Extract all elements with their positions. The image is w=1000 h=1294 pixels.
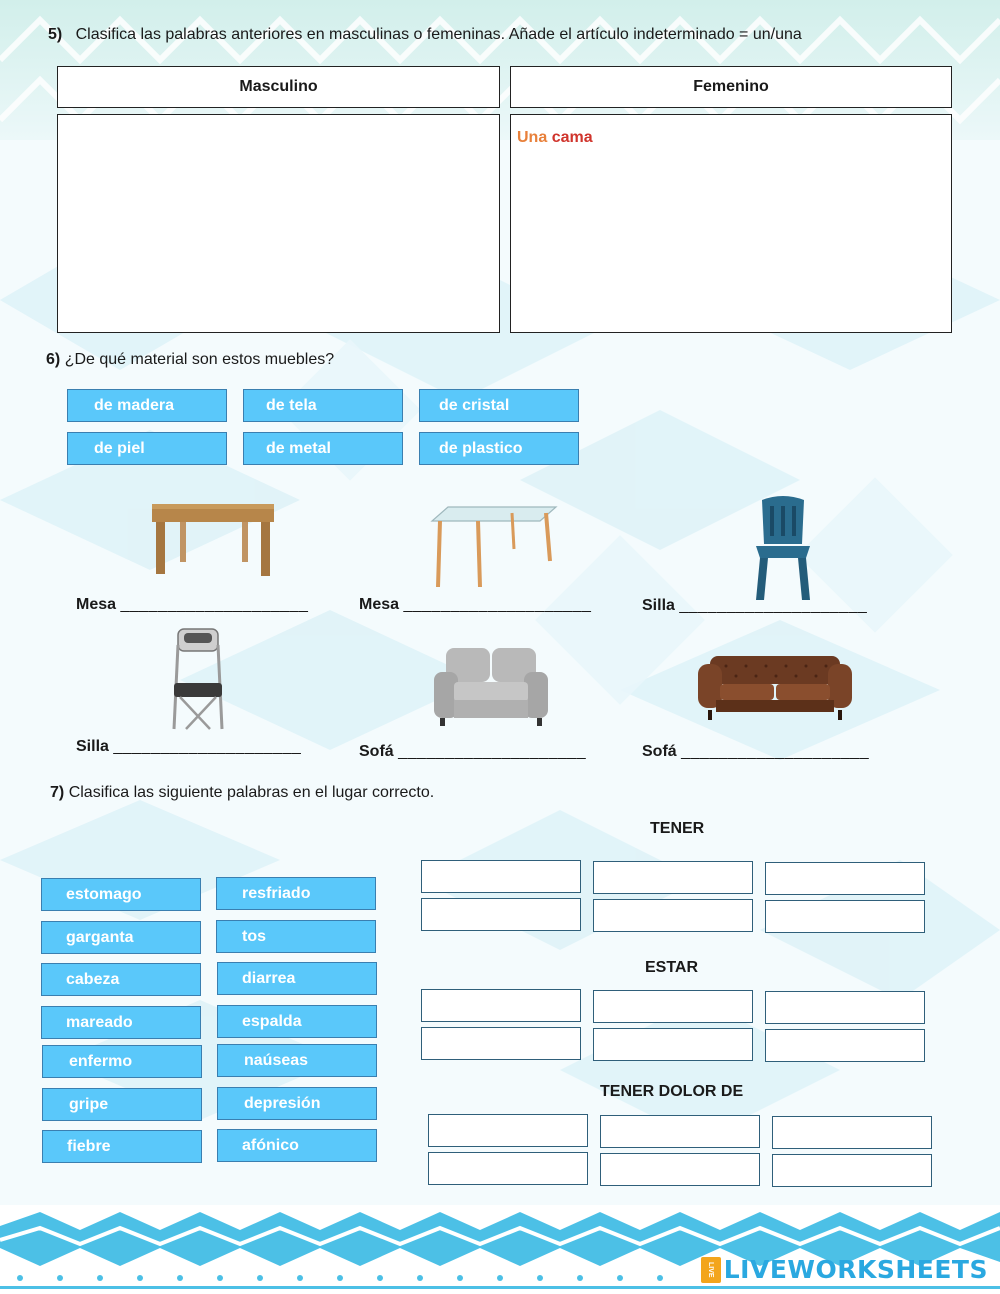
- item-blank-2[interactable]: ____________________: [403, 596, 592, 613]
- word-tag-diarrea[interactable]: diarrea: [217, 962, 377, 995]
- q5-text: Clasifica las palabras anteriores en masculinas o femeninas. Añade el artículo indeterminado = un/una: [75, 26, 802, 43]
- word-tag-cabeza[interactable]: cabeza: [41, 963, 201, 996]
- dolor-slot-1[interactable]: [428, 1114, 588, 1147]
- plastic-chair-image: [752, 494, 814, 602]
- item-blank-5[interactable]: ____________________: [398, 743, 587, 760]
- item-label-6: [642, 743, 869, 761]
- estar-slot-5[interactable]: [593, 1028, 753, 1061]
- word-tag-estomago[interactable]: estomago: [41, 878, 201, 911]
- item-noun-6: Sofá: [642, 743, 677, 760]
- q5-number: 5): [48, 26, 63, 43]
- material-tag-tela[interactable]: de tela: [243, 389, 403, 422]
- dolor-slot-4[interactable]: [428, 1152, 588, 1185]
- section-title-estar: ESTAR: [645, 959, 699, 976]
- item-noun-4: Silla: [76, 738, 109, 755]
- live-badge-icon: LIVE: [701, 1257, 721, 1283]
- tener-slot-1[interactable]: [421, 860, 581, 893]
- material-tag-plastico[interactable]: de plastico: [419, 432, 579, 465]
- item-label-4: [76, 738, 301, 756]
- item-noun-1: Mesa: [76, 596, 117, 613]
- item-label-1: [76, 596, 308, 614]
- item-blank-6[interactable]: ____________________: [681, 743, 870, 760]
- example-article: Una: [517, 129, 548, 146]
- item-noun-2: Mesa: [359, 596, 400, 613]
- dolor-slot-6[interactable]: [772, 1154, 932, 1187]
- section-title-tener-dolor-de: TENER DOLOR DE: [600, 1083, 744, 1100]
- femenino-example: [517, 129, 593, 147]
- q7-number: 7): [50, 784, 65, 801]
- material-tag-cristal[interactable]: de cristal: [419, 389, 579, 422]
- q6-text: ¿De qué material son estos muebles?: [64, 351, 335, 368]
- word-tag-enfermo[interactable]: enfermo: [42, 1045, 202, 1078]
- item-blank-4[interactable]: ____________________: [113, 738, 302, 755]
- tener-slot-3[interactable]: [765, 862, 925, 895]
- dolor-slot-5[interactable]: [600, 1153, 760, 1186]
- material-tag-madera[interactable]: de madera: [67, 389, 227, 422]
- masculino-answer-box[interactable]: [57, 114, 500, 333]
- q7-prompt: [50, 784, 434, 802]
- dolor-slot-2[interactable]: [600, 1115, 760, 1148]
- femenino-answer-box[interactable]: [510, 114, 952, 333]
- logo-text: LIVEWORKSHEETS: [723, 1255, 988, 1284]
- liveworksheets-logo: [701, 1255, 988, 1284]
- estar-slot-3[interactable]: [765, 991, 925, 1024]
- femenino-header: Femenino: [510, 66, 952, 108]
- item-label-3: [642, 597, 867, 615]
- metal-chair-image: [166, 625, 228, 733]
- leather-sofa-image: [696, 652, 854, 722]
- fabric-sofa-image: [432, 644, 550, 728]
- tener-slot-5[interactable]: [593, 899, 753, 932]
- wooden-table-image: [150, 502, 276, 578]
- word-tag-afonico[interactable]: afónico: [217, 1129, 377, 1162]
- item-label-2: [359, 596, 591, 614]
- dolor-slot-3[interactable]: [772, 1116, 932, 1149]
- section-title-tener: TENER: [650, 820, 705, 837]
- material-tag-piel[interactable]: de piel: [67, 432, 227, 465]
- item-noun-5: Sofá: [359, 743, 394, 760]
- word-tag-fiebre[interactable]: fiebre: [42, 1130, 202, 1163]
- word-tag-depresion[interactable]: depresión: [217, 1087, 377, 1120]
- item-label-5: [359, 743, 586, 761]
- material-tag-metal[interactable]: de metal: [243, 432, 403, 465]
- word-tag-garganta[interactable]: garganta: [41, 921, 201, 954]
- word-tag-gripe[interactable]: gripe: [42, 1088, 202, 1121]
- masculino-header: Masculino: [57, 66, 500, 108]
- word-tag-nauseas[interactable]: naúseas: [217, 1044, 377, 1077]
- estar-slot-6[interactable]: [765, 1029, 925, 1062]
- q6-prompt: [46, 351, 334, 369]
- estar-slot-2[interactable]: [593, 990, 753, 1023]
- word-tag-espalda[interactable]: espalda: [217, 1005, 377, 1038]
- q6-number: 6): [46, 351, 61, 368]
- q5-prompt: [48, 26, 802, 44]
- word-tag-resfriado[interactable]: resfriado: [216, 877, 376, 910]
- item-noun-3: Silla: [642, 597, 675, 614]
- item-blank-1[interactable]: ____________________: [120, 596, 309, 613]
- example-noun: cama: [551, 129, 593, 146]
- glass-table-image: [430, 503, 560, 589]
- word-tag-tos[interactable]: tos: [216, 920, 376, 953]
- tener-slot-2[interactable]: [593, 861, 753, 894]
- item-blank-3[interactable]: ____________________: [679, 597, 868, 614]
- tener-slot-6[interactable]: [765, 900, 925, 933]
- word-tag-mareado[interactable]: mareado: [41, 1006, 201, 1039]
- estar-slot-4[interactable]: [421, 1027, 581, 1060]
- q7-text: Clasifica las siguiente palabras en el lugar correcto.: [68, 784, 435, 801]
- tener-slot-4[interactable]: [421, 898, 581, 931]
- estar-slot-1[interactable]: [421, 989, 581, 1022]
